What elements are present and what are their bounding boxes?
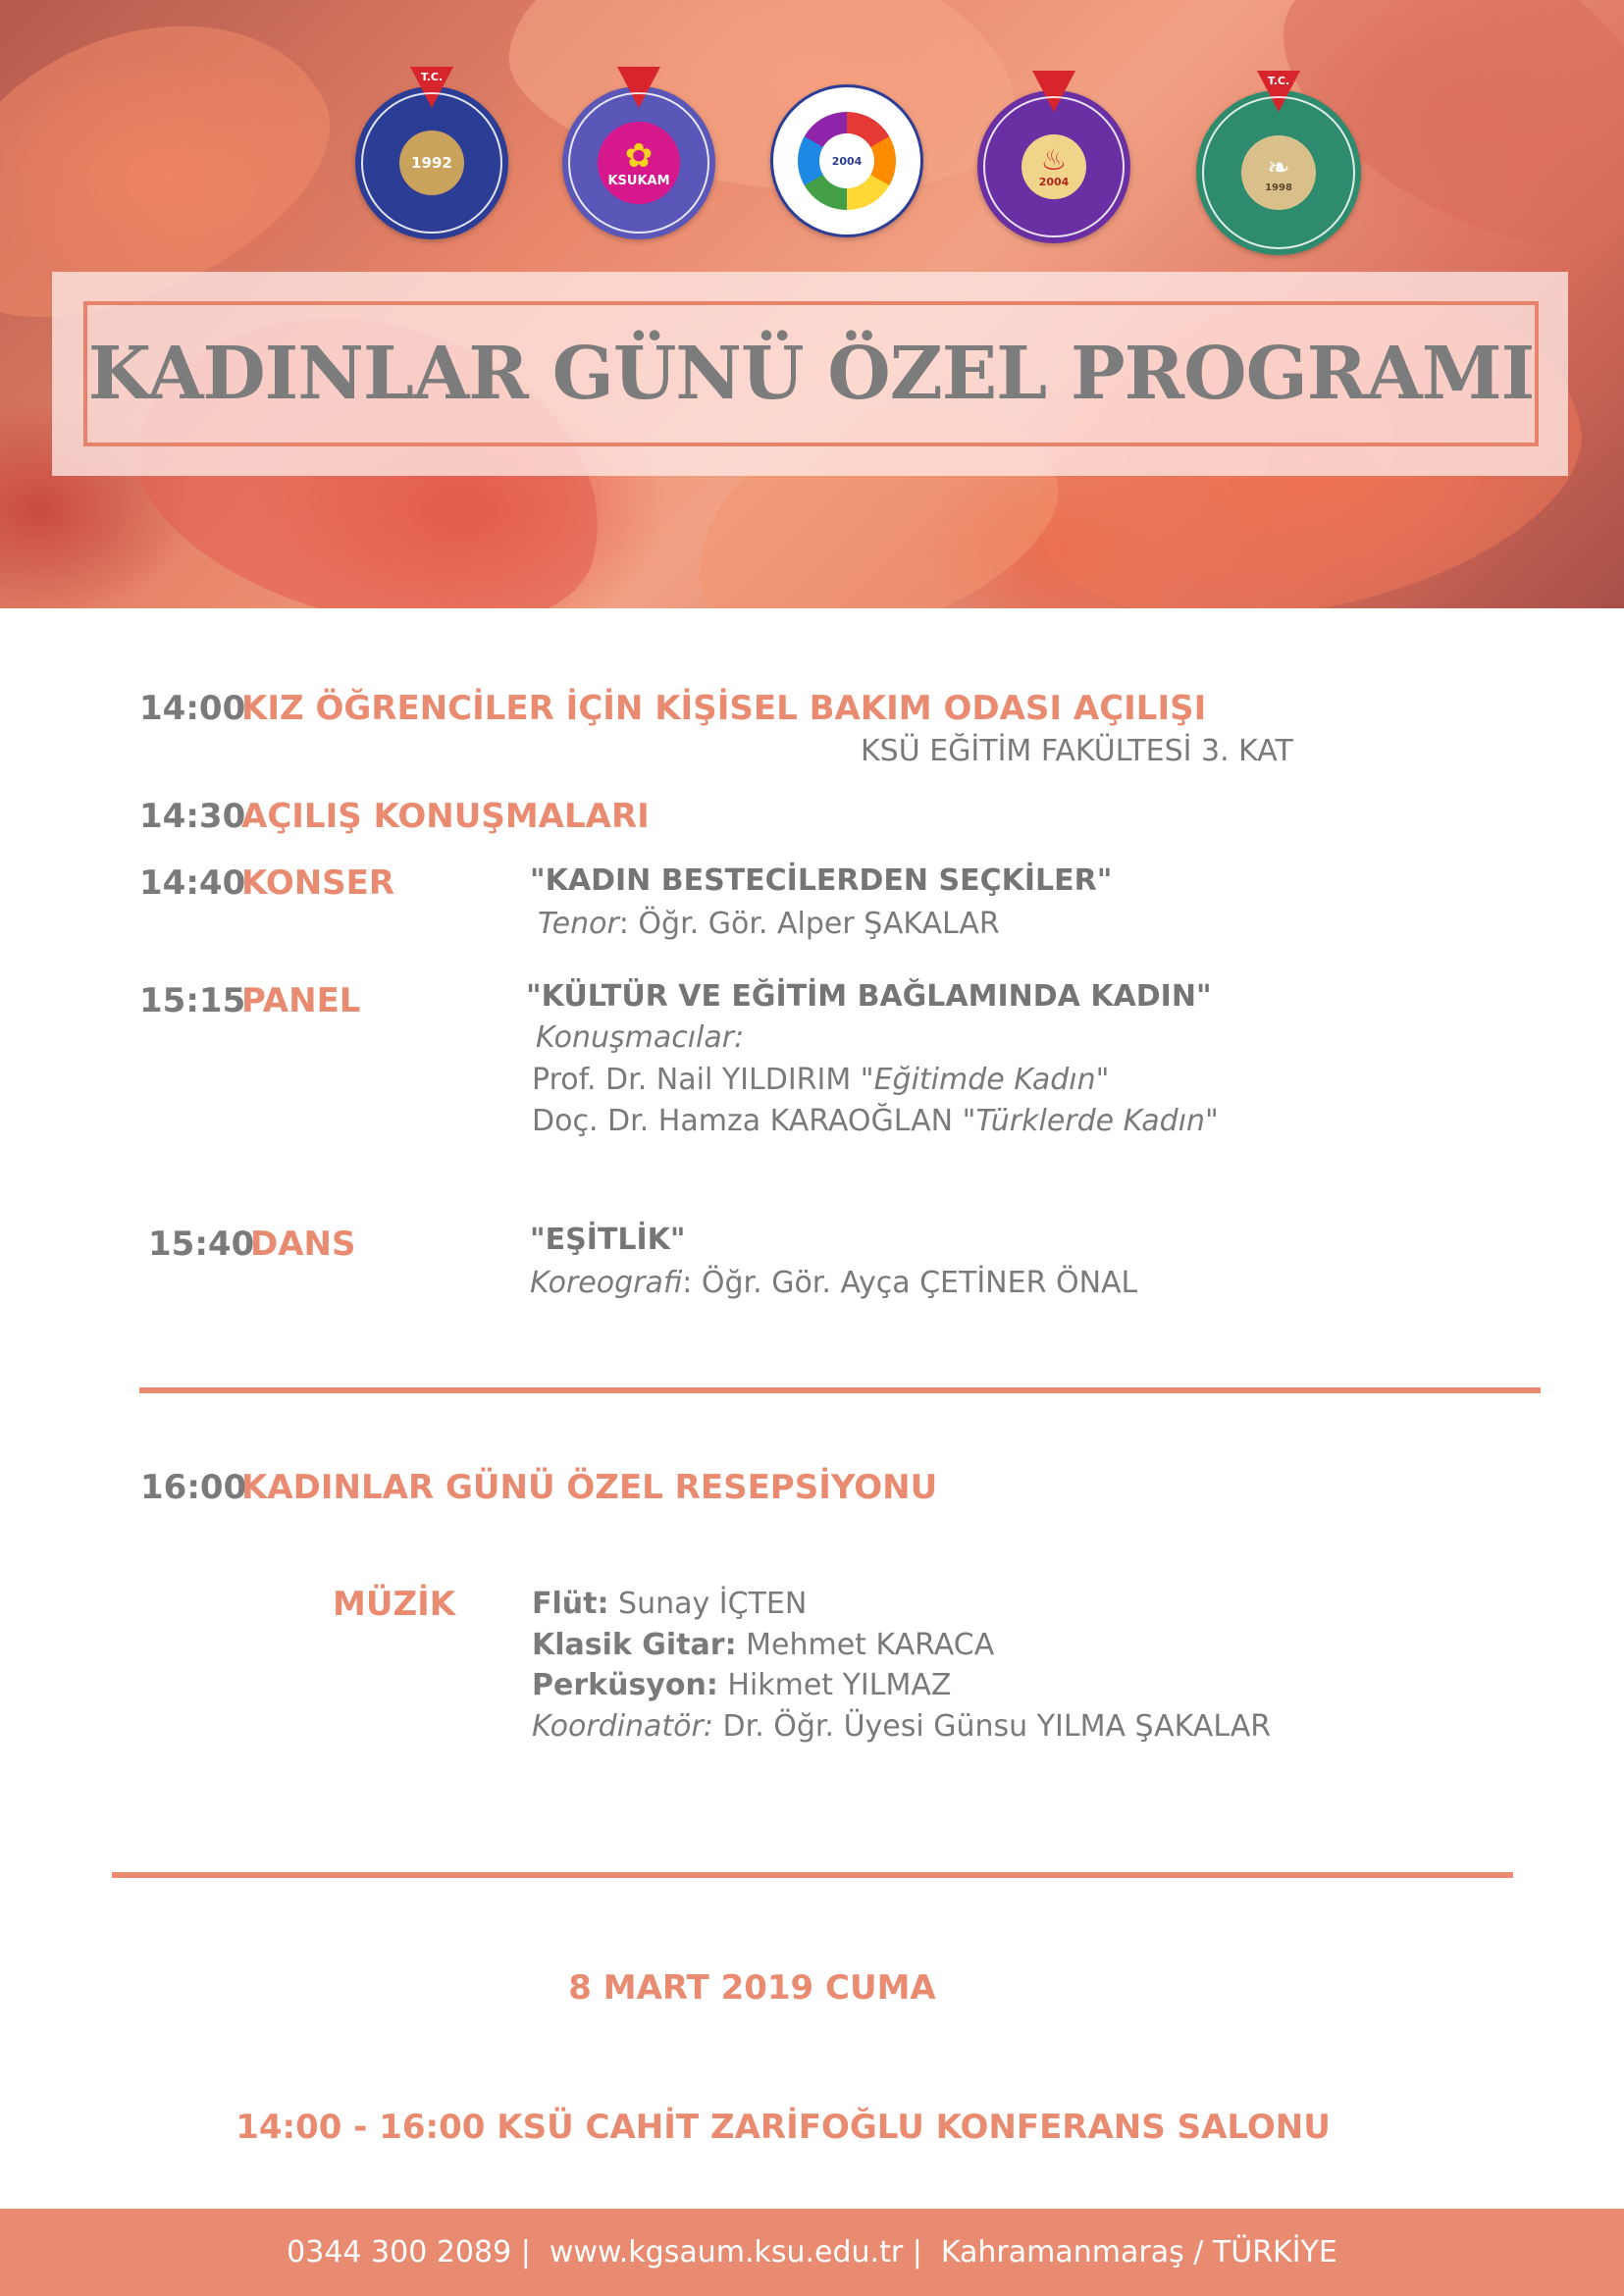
hero-floral-banner xyxy=(0,0,1624,608)
music-coordinator xyxy=(532,1709,1271,1744)
education-faculty-seal-icon xyxy=(977,90,1130,243)
seal-badge-text: T.C. xyxy=(420,71,444,83)
event-date: 8 MART 2019 CUMA xyxy=(568,1968,936,2008)
music-label: MÜZİK xyxy=(333,1585,456,1624)
item3-title: KONSER xyxy=(241,863,395,903)
item5-role: Koreografi xyxy=(530,1266,683,1300)
seal-label: KSUKAM xyxy=(607,173,670,188)
music-role: Perküsyon: xyxy=(532,1668,718,1702)
page-title: KADINLAR GÜNÜ ÖZEL PROGRAMI xyxy=(87,332,1535,416)
fine-arts-faculty-seal-icon xyxy=(770,84,923,237)
item3-time: 14:40 xyxy=(139,863,246,903)
item4-speakers-label: Konuşmacılar: xyxy=(536,1020,745,1055)
speaker-name: Prof. Dr. Nail YILDIRIM xyxy=(532,1063,861,1097)
music-role: Koordinatör: xyxy=(532,1709,713,1744)
music-performer: Dr. Öğr. Üyesi Günsu YILMA ŞAKALAR xyxy=(712,1709,1272,1744)
footer-contact: 0344 300 2089 | www.kgsaum.ksu.edu.tr | Kahramanmaraş / TÜRKİYE xyxy=(287,2235,1337,2270)
section-divider xyxy=(139,1387,1541,1393)
theology-faculty-seal-icon xyxy=(1196,75,1361,255)
item5-time: 15:40 xyxy=(148,1225,255,1264)
item1-time: 14:00 xyxy=(139,689,246,728)
event-venue: 14:00 - 16:00 KSÜ CAHİT ZARİFOĞLU KONFERANS SALONU xyxy=(236,2108,1331,2147)
ksu-university-seal-icon xyxy=(355,71,508,239)
seal-year: 1998 xyxy=(1265,182,1292,193)
item3-work: "KADIN BESTECİLERDEN SEÇKİLER" xyxy=(530,863,1113,898)
item2-time: 14:30 xyxy=(139,797,246,836)
music-flute xyxy=(532,1587,807,1621)
item6-title: KADINLAR GÜNÜ ÖZEL RESEPSİYONU xyxy=(241,1468,938,1507)
item1-title: KIZ ÖĞRENCİLER İÇİN KİŞİSEL BAKIM ODASI AÇILIŞI xyxy=(241,689,1207,728)
item4-time: 15:15 xyxy=(139,981,246,1020)
music-guitar xyxy=(532,1628,994,1662)
item5-credit xyxy=(530,1266,1137,1300)
item5-title: DANS xyxy=(250,1225,356,1264)
footer-bar xyxy=(0,2209,1624,2296)
item5-performer: : Öğr. Gör. Ayça ÇETİNER ÖNAL xyxy=(682,1266,1138,1300)
flower-icon: ✿ xyxy=(624,135,654,176)
item3-role: Tenor xyxy=(538,907,619,941)
music-performer: Hikmet YILMAZ xyxy=(717,1668,952,1702)
music-performer: Mehmet KARACA xyxy=(736,1628,995,1662)
seal-year: 2004 xyxy=(819,133,874,188)
music-performer: Sunay İÇTEN xyxy=(608,1587,808,1621)
item4-speaker-2 xyxy=(532,1104,1219,1138)
music-role: Flüt: xyxy=(532,1587,609,1621)
music-percussion xyxy=(532,1668,951,1702)
speaker-talk: "Türklerde Kadın" xyxy=(962,1104,1219,1138)
seal-year: 2004 xyxy=(1038,175,1070,188)
music-role: Klasik Gitar: xyxy=(532,1628,737,1662)
title-frame xyxy=(83,301,1539,446)
ksukam-seal-icon xyxy=(562,86,715,239)
item1-location: KSÜ EĞİTİM FAKÜLTESİ 3. KAT xyxy=(861,734,1293,768)
speaker-name: Doç. Dr. Hamza KARAOĞLAN xyxy=(532,1104,963,1138)
speaker-talk: "Eğitimde Kadın" xyxy=(860,1063,1110,1097)
book-icon: ❧ xyxy=(1267,150,1290,183)
title-panel xyxy=(52,272,1568,476)
section-divider xyxy=(112,1872,1513,1878)
item3-credit xyxy=(538,907,1000,941)
item3-performer: : Öğr. Gör. Alper ŞAKALAR xyxy=(618,907,1000,941)
flame-icon: ♨ xyxy=(1040,142,1068,178)
item4-title: PANEL xyxy=(241,981,361,1020)
item6-time: 16:00 xyxy=(140,1468,247,1507)
item2-title: AÇILIŞ KONUŞMALARI xyxy=(241,797,650,836)
seal-year: 1992 xyxy=(411,154,452,172)
item4-speaker-1 xyxy=(532,1063,1109,1097)
seal-badge-text: T.C. xyxy=(1267,75,1290,87)
item5-work: "EŞİTLİK" xyxy=(530,1223,686,1257)
item4-topic: "KÜLTÜR VE EĞİTİM BAĞLAMINDA KADIN" xyxy=(526,979,1212,1014)
